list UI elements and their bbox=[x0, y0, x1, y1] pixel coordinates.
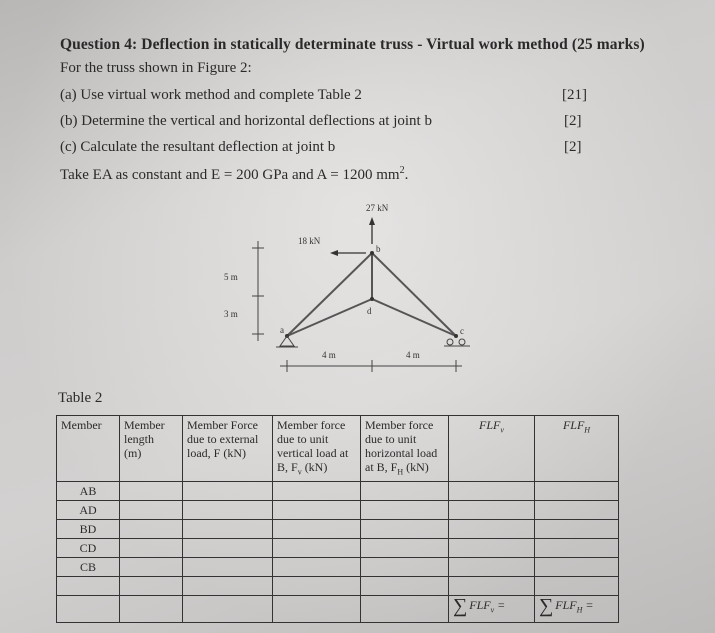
fh-cell[interactable] bbox=[361, 539, 449, 558]
length-cell[interactable] bbox=[120, 520, 183, 539]
table-2 bbox=[56, 415, 619, 623]
sum-flfh-cell[interactable]: ∑ $FLF_H$ = bbox=[535, 596, 619, 623]
flfh-cell[interactable] bbox=[535, 558, 619, 577]
force-cell[interactable] bbox=[183, 520, 273, 539]
fh-cell[interactable] bbox=[361, 520, 449, 539]
blank-cell bbox=[120, 577, 183, 596]
header-member: Member bbox=[57, 416, 120, 482]
sum-empty-cell bbox=[273, 596, 361, 623]
member-name: CD bbox=[57, 539, 120, 558]
given-prefix: Take EA as constant and E = 200 GPa and A = 1200 mm bbox=[60, 167, 400, 183]
fh-cell[interactable] bbox=[361, 482, 449, 501]
header-external-force: Member Force due to external load, F (kN) bbox=[183, 416, 273, 482]
length-cell[interactable] bbox=[120, 558, 183, 577]
vertical-load-arrowhead-icon bbox=[369, 217, 375, 225]
part-a-marks: [21] bbox=[562, 87, 587, 103]
flfv-cell[interactable] bbox=[449, 482, 535, 501]
table-row bbox=[57, 539, 619, 558]
header-unit-horizontal-force: Member force due to unit horizontal load at B, $F_H$ (kN) bbox=[361, 416, 449, 482]
member-cd bbox=[372, 299, 456, 336]
header-length: Member length (m) bbox=[120, 416, 183, 482]
force-cell[interactable] bbox=[183, 482, 273, 501]
member-name: CB bbox=[57, 558, 120, 577]
fh-cell[interactable] bbox=[361, 501, 449, 520]
member-name: BD bbox=[57, 520, 120, 539]
vertical-load-label: 27 kN bbox=[366, 203, 389, 213]
member-name: AD bbox=[57, 501, 120, 520]
fv-cell[interactable] bbox=[273, 520, 361, 539]
flfh-cell[interactable] bbox=[535, 520, 619, 539]
joint-c-label: c bbox=[460, 326, 464, 336]
dim-top-label: 5 m bbox=[224, 272, 238, 282]
force-cell[interactable] bbox=[183, 539, 273, 558]
sigma-symbol: ∑ bbox=[539, 595, 554, 618]
table-label: Table 2 bbox=[58, 390, 103, 406]
sum-empty-cell bbox=[57, 596, 120, 623]
question-intro: For the truss shown in Figure 2: bbox=[60, 60, 252, 76]
table-header-row bbox=[57, 416, 619, 482]
length-cell[interactable] bbox=[120, 501, 183, 520]
joint-c-node bbox=[454, 334, 458, 338]
flfv-cell[interactable] bbox=[449, 539, 535, 558]
table-row bbox=[57, 501, 619, 520]
sum-flfv-cell[interactable]: ∑ $FLF_v$ = bbox=[449, 596, 535, 623]
truss-figure bbox=[210, 196, 500, 381]
header-flfv: $FLF_v$ bbox=[449, 416, 535, 482]
sum-empty-cell bbox=[183, 596, 273, 623]
table-row bbox=[57, 482, 619, 501]
blank-cell bbox=[535, 577, 619, 596]
flfh-cell[interactable] bbox=[535, 482, 619, 501]
dim-bottom-label: 3 m bbox=[224, 309, 238, 319]
joint-a-label: a bbox=[280, 325, 284, 335]
member-cb bbox=[372, 253, 456, 336]
fv-cell[interactable] bbox=[273, 558, 361, 577]
member-ad bbox=[287, 299, 372, 336]
sigma-symbol: ∑ bbox=[453, 595, 468, 618]
part-c-marks: [2] bbox=[564, 139, 582, 155]
fv-cell[interactable] bbox=[273, 501, 361, 520]
roller-support-icon bbox=[447, 339, 453, 345]
member-ab bbox=[287, 253, 372, 336]
blank-cell bbox=[57, 577, 120, 596]
span-left-label: 4 m bbox=[322, 350, 336, 360]
span-right-label: 4 m bbox=[406, 350, 420, 360]
joint-b-label: b bbox=[376, 244, 381, 254]
force-cell[interactable] bbox=[183, 501, 273, 520]
header-flfh: $FLF_H$ bbox=[535, 416, 619, 482]
flfh-cell[interactable] bbox=[535, 539, 619, 558]
joint-d-node bbox=[370, 297, 374, 301]
blank-cell bbox=[183, 577, 273, 596]
horizontal-load-label: 18 kN bbox=[298, 236, 321, 246]
fv-cell[interactable] bbox=[273, 539, 361, 558]
flfv-cell[interactable] bbox=[449, 558, 535, 577]
table-row bbox=[57, 558, 619, 577]
part-b-marks: [2] bbox=[564, 113, 582, 129]
table-row-blank bbox=[57, 577, 619, 596]
blank-cell bbox=[449, 577, 535, 596]
flfv-cell[interactable] bbox=[449, 520, 535, 539]
question-title: Question 4: Deflection in statically determinate truss - Virtual work method (25 marks) bbox=[60, 36, 645, 53]
roller-support-icon-2 bbox=[459, 339, 465, 345]
table-sum-row bbox=[57, 596, 619, 623]
given-superscript: 2 bbox=[399, 165, 405, 176]
force-cell[interactable] bbox=[183, 558, 273, 577]
length-cell[interactable] bbox=[120, 539, 183, 558]
flfv-cell[interactable] bbox=[449, 501, 535, 520]
flfh-cell[interactable] bbox=[535, 501, 619, 520]
given-suffix: . bbox=[404, 167, 409, 183]
length-cell[interactable] bbox=[120, 482, 183, 501]
sum-empty-cell bbox=[361, 596, 449, 623]
sum-empty-cell bbox=[120, 596, 183, 623]
blank-cell bbox=[361, 577, 449, 596]
blank-cell bbox=[273, 577, 361, 596]
part-a-text: (a) Use virtual work method and complete Table 2 bbox=[60, 87, 362, 103]
header-unit-vertical-force: Member force due to unit vertical load at B, $F_v$ (kN) bbox=[273, 416, 361, 482]
member-name: AB bbox=[57, 482, 120, 501]
fh-cell[interactable] bbox=[361, 558, 449, 577]
given-data bbox=[60, 165, 408, 184]
table-row bbox=[57, 520, 619, 539]
fv-cell[interactable] bbox=[273, 482, 361, 501]
part-b-text: (b) Determine the vertical and horizontal deflections at joint b bbox=[60, 113, 432, 129]
horizontal-load-arrowhead-icon bbox=[330, 250, 338, 256]
joint-b-node bbox=[370, 251, 374, 255]
joint-d-label: d bbox=[367, 306, 372, 316]
part-c-text: (c) Calculate the resultant deflection at joint b bbox=[60, 139, 336, 155]
